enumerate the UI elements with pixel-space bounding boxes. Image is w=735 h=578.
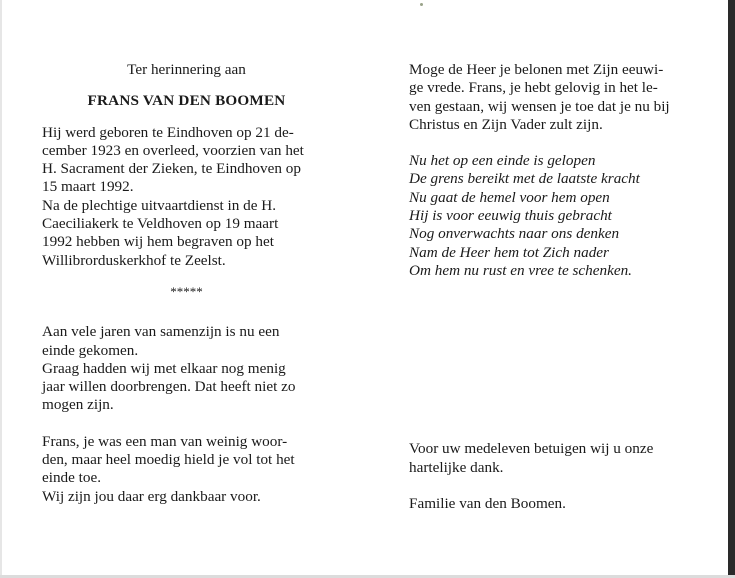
birth-death-paragraph: [42, 124, 331, 197]
text-line: Willibrorduskerkhof te Zeelst.: [42, 251, 226, 269]
text-line: Voor uw medeleven betuigen wij u onze: [409, 440, 654, 458]
text-line: mogen zijn.: [42, 396, 114, 414]
poem-line: Nam de Heer hem tot Zich nader: [409, 243, 609, 261]
right-column: [409, 61, 694, 513]
blessing-paragraph: [409, 61, 694, 134]
poem-line: Om hem nu rust en vree te schenken.: [409, 261, 632, 279]
text-line: cember 1923 en overleed, voorzien van het: [42, 141, 304, 159]
separator: *****: [170, 283, 203, 299]
text-line: Moge de Heer je belonen met Zijn eeuwi-: [409, 61, 664, 78]
poem-line: Nog onverwachts naar ons denken: [409, 225, 620, 243]
scan-right-border: [728, 0, 735, 578]
deceased-name: FRANS VAN DEN BOOMEN: [87, 92, 286, 110]
poem-line: De grens bereikt met de laatste kracht: [409, 170, 640, 188]
poem-line: Nu het op een einde is gelopen: [409, 152, 596, 170]
scan-speck: [420, 3, 423, 6]
text-line: ven gestaan, wij wensen je toe dat je nu bij: [409, 97, 670, 115]
family-signature: Familie van den Boomen.: [409, 494, 566, 512]
text-line: Hij werd geboren te Eindhoven op 21 de-: [42, 123, 294, 141]
text-line: Caeciliakerk te Veldhoven op 19 maart: [42, 215, 279, 233]
text-line: hartelijke dank.: [409, 458, 504, 476]
text-line: Graag hadden wij met elkaar nog menig: [42, 359, 286, 377]
text-line: Wij zijn jou daar erg dankbaar voor.: [42, 487, 261, 505]
poem: [409, 152, 694, 280]
text-line: ge vrede. Frans, je hebt gelovig in het le-: [409, 79, 658, 97]
text-line: einde toe.: [42, 469, 102, 487]
farewell-paragraph: [42, 323, 331, 414]
text-line: Christus en Zijn Vader zult zijn.: [409, 115, 603, 133]
left-column: [42, 61, 331, 506]
poem-line: Nu gaat de hemel voor hem open: [409, 188, 610, 206]
text-line: 15 maart 1992.: [42, 178, 134, 196]
text-line: jaar willen doorbrengen. Dat heeft niet zo: [42, 378, 296, 396]
text-line: Na de plechtige uitvaartdienst in de H.: [42, 196, 277, 214]
text-line: den, maar heel moedig hield je vol tot het: [42, 451, 295, 469]
text-line: Aan vele jaren van samenzijn is nu een: [42, 323, 280, 341]
thanks-paragraph: [409, 440, 694, 477]
tribute-paragraph: [42, 433, 331, 506]
funeral-paragraph: [42, 197, 331, 270]
text-line: 1992 hebben wij hem begraven op het: [42, 233, 274, 251]
text-line: H. Sacrament der Zieken, te Eindhoven op: [42, 160, 301, 178]
poem-line: Hij is voor eeuwig thuis gebracht: [409, 207, 612, 225]
scan-left-edge: [0, 0, 2, 578]
memorial-heading: Ter herinnering aan: [127, 61, 246, 78]
text-line: einde gekomen.: [42, 341, 139, 359]
text-line: Frans, je was een man van weinig woor-: [42, 432, 288, 450]
